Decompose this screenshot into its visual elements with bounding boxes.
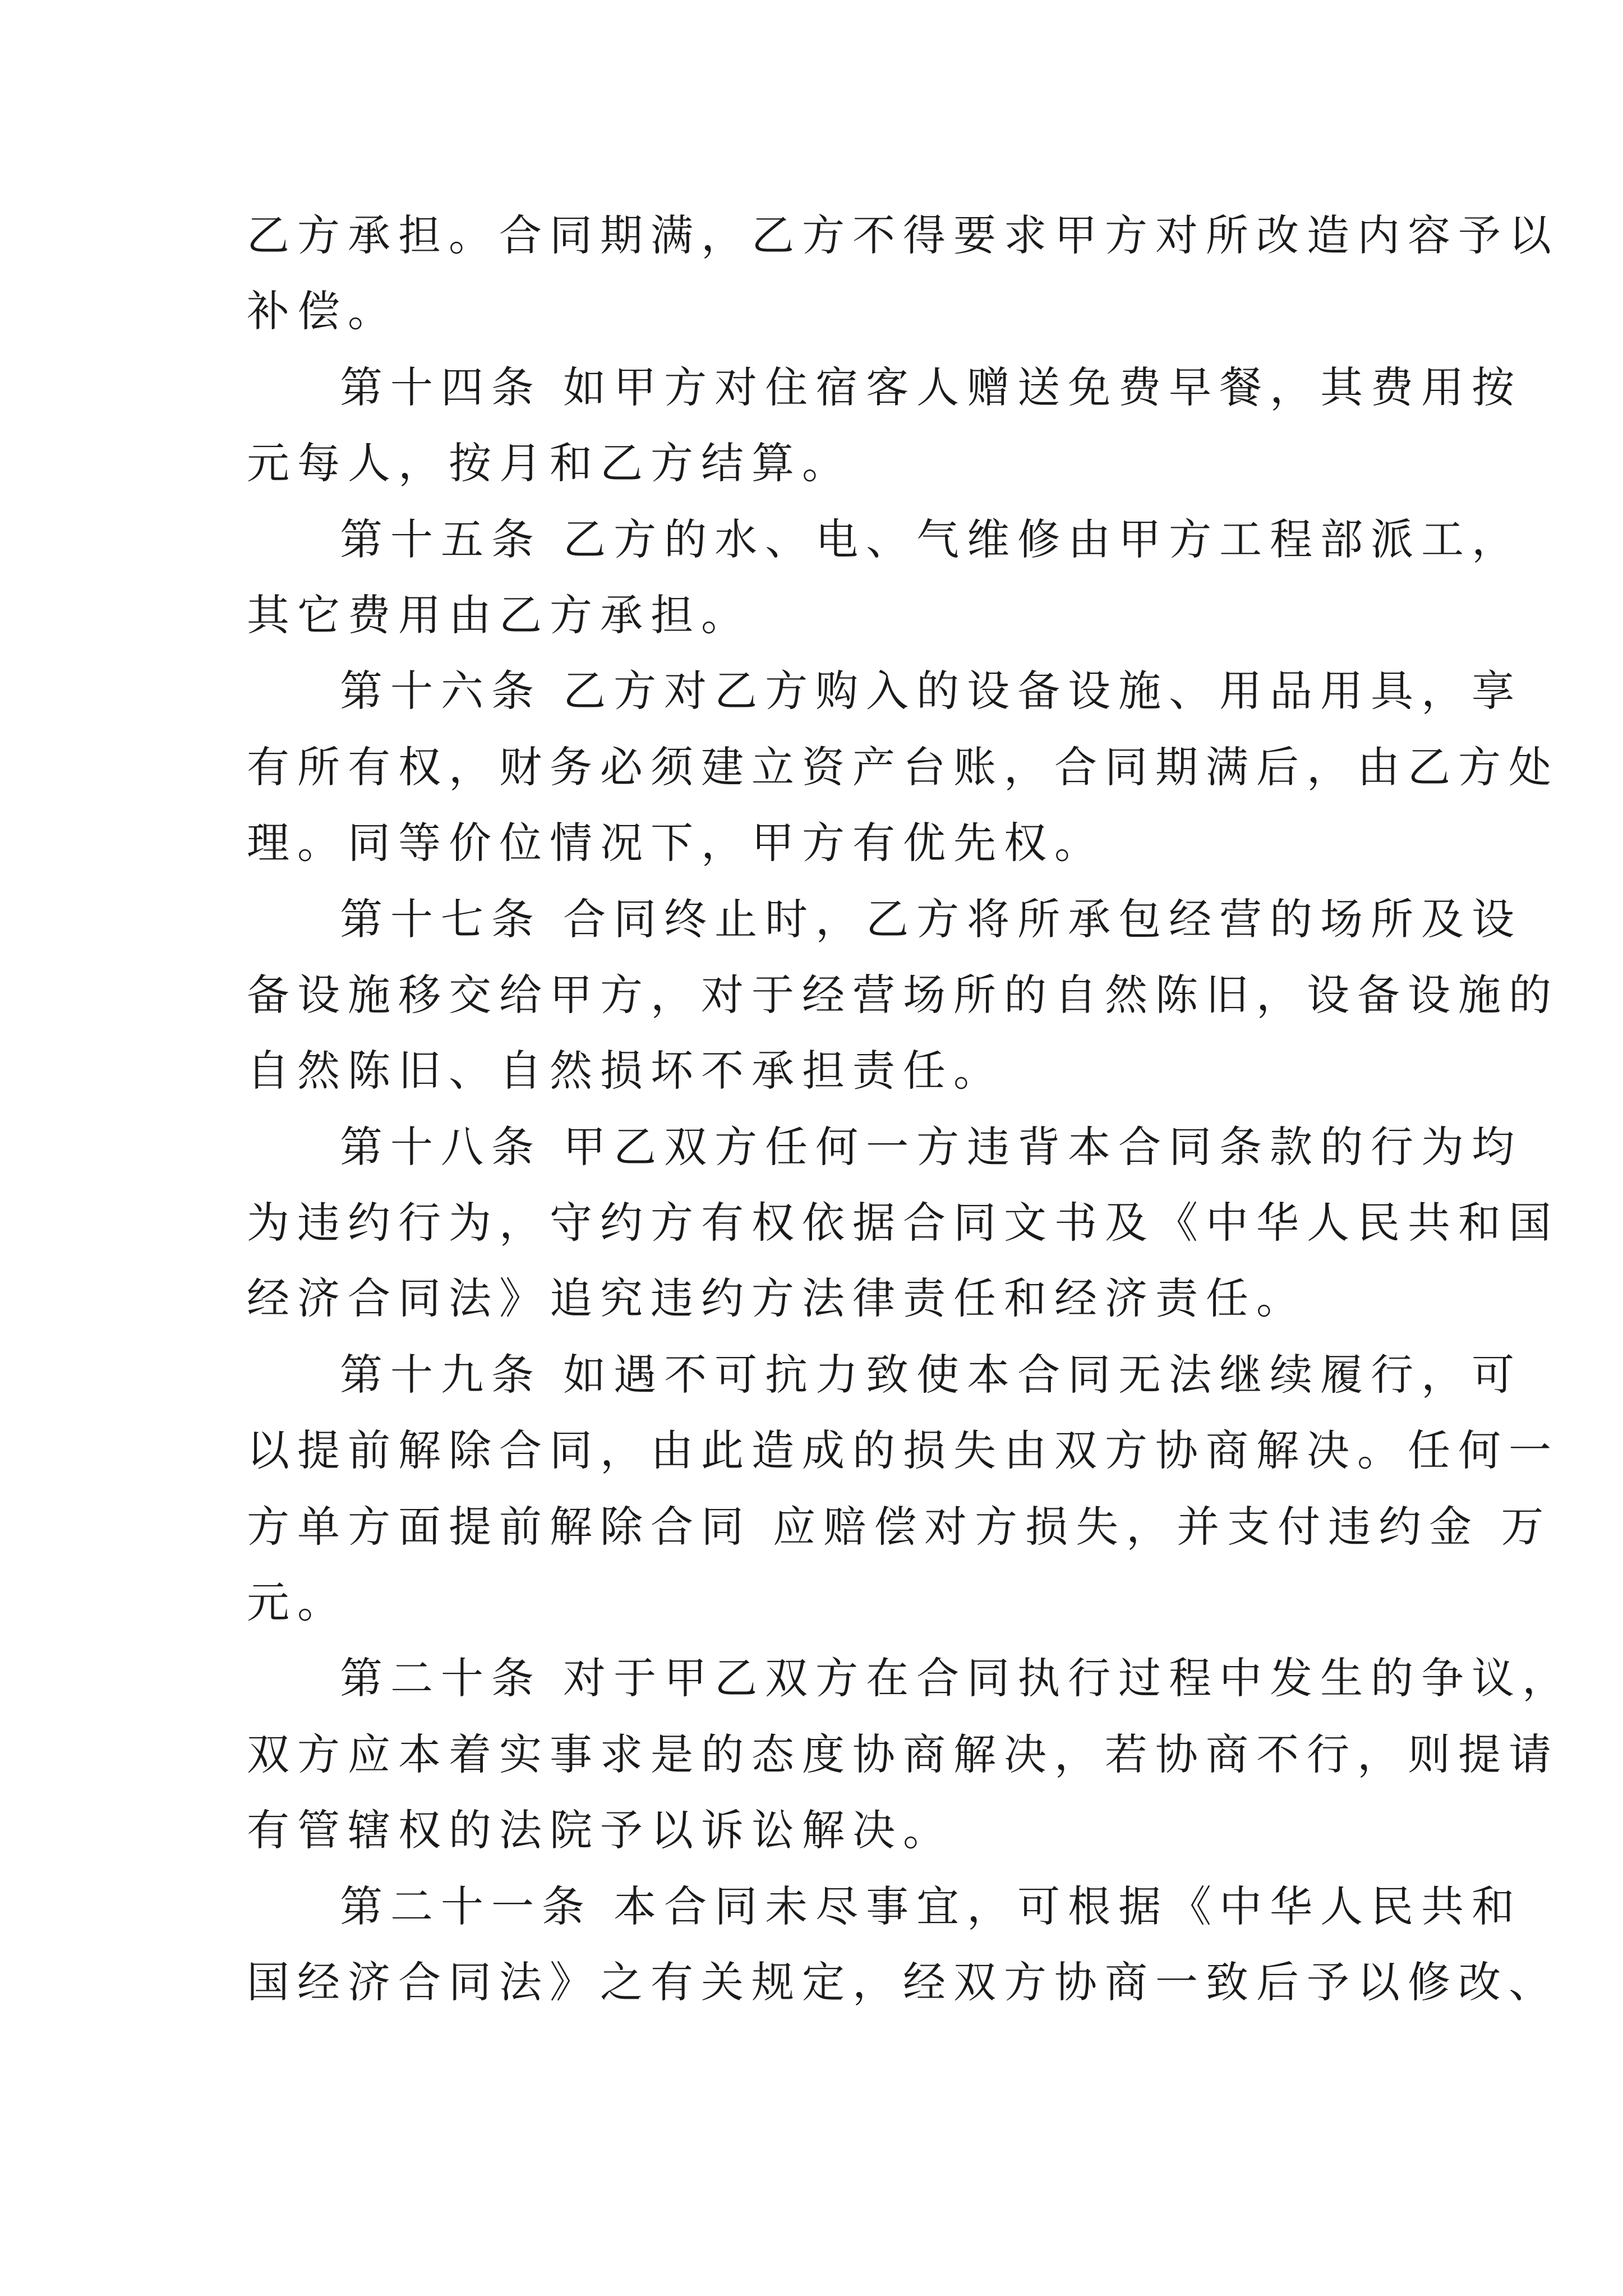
text-line: 有管辖权的法院予以诉讼解决。 xyxy=(247,1805,953,1856)
article-15 xyxy=(247,501,1523,654)
document-body xyxy=(247,197,1573,2020)
text-line: 为违约行为，守约方有权依据合同文书及《中华人民共和国 xyxy=(247,1198,1559,1248)
article-20 xyxy=(247,1640,1573,1868)
text-line: 经济合同法》追究违约方法律责任和经济责任。 xyxy=(247,1273,1307,1324)
text-line: 有所有权，财务必须建立资产台账，合同期满后，由乙方处 xyxy=(247,742,1559,792)
text-line: 国经济合同法》之有关规定，经双方协商一致后予以修改、 xyxy=(247,1957,1559,2007)
text-line: 第十九条 如遇不可抗力致使本合同无法继续履行，可 xyxy=(340,1349,1523,1400)
text-line: 双方应本着实事求是的态度协商解决，若协商不行，则提请 xyxy=(247,1729,1559,1779)
article-14 xyxy=(247,349,1523,501)
text-line: 第十五条 乙方的水、电、气维修由甲方工程部派工， xyxy=(340,514,1523,564)
text-line: 第十四条 如甲方对住宿客人赠送免费早餐，其费用按 xyxy=(340,362,1523,412)
text-line: 第二十条 对于甲乙双方在合同执行过程中发生的争议， xyxy=(340,1653,1573,1704)
article-17 xyxy=(247,881,1559,1109)
text-line: 方单方面提前解除合同 应赔偿对方损失，并支付违约金 万 xyxy=(247,1501,1552,1552)
text-line: 第二十一条 本合同未尽事宜，可根据《中华人民共和 xyxy=(340,1881,1523,1931)
text-line: 第十六条 乙方对乙方购入的设备设施、用品用具，享 xyxy=(340,666,1523,716)
article-21 xyxy=(247,1869,1559,2021)
text-line: 元。 xyxy=(247,1577,348,1628)
text-line: 第十八条 甲乙双方任何一方违背本合同条款的行为均 xyxy=(340,1121,1523,1172)
text-line: 其它费用由乙方承担。 xyxy=(247,590,751,640)
text-line: 以提前解除合同，由此造成的损失由双方协商解决。任何一 xyxy=(247,1425,1559,1476)
text-line: 理。同等价位情况下，甲方有优先权。 xyxy=(247,818,1105,868)
article-19 xyxy=(247,1337,1559,1641)
article-18 xyxy=(247,1109,1559,1337)
text-line: 第十七条 合同终止时，乙方将所承包经营的场所及设 xyxy=(340,894,1523,944)
paragraph-continued xyxy=(247,197,1559,349)
text-line: 元每人，按月和乙方结算。 xyxy=(247,438,852,489)
text-line: 补偿。 xyxy=(247,286,398,337)
text-line: 备设施移交给甲方，对于经营场所的自然陈旧，设备设施的 xyxy=(247,969,1559,1020)
article-16 xyxy=(247,653,1559,881)
text-line: 自然陈旧、自然损坏不承担责任。 xyxy=(247,1046,1004,1096)
text-line: 乙方承担。合同期满，乙方不得要求甲方对所改造内容予以 xyxy=(247,210,1559,260)
